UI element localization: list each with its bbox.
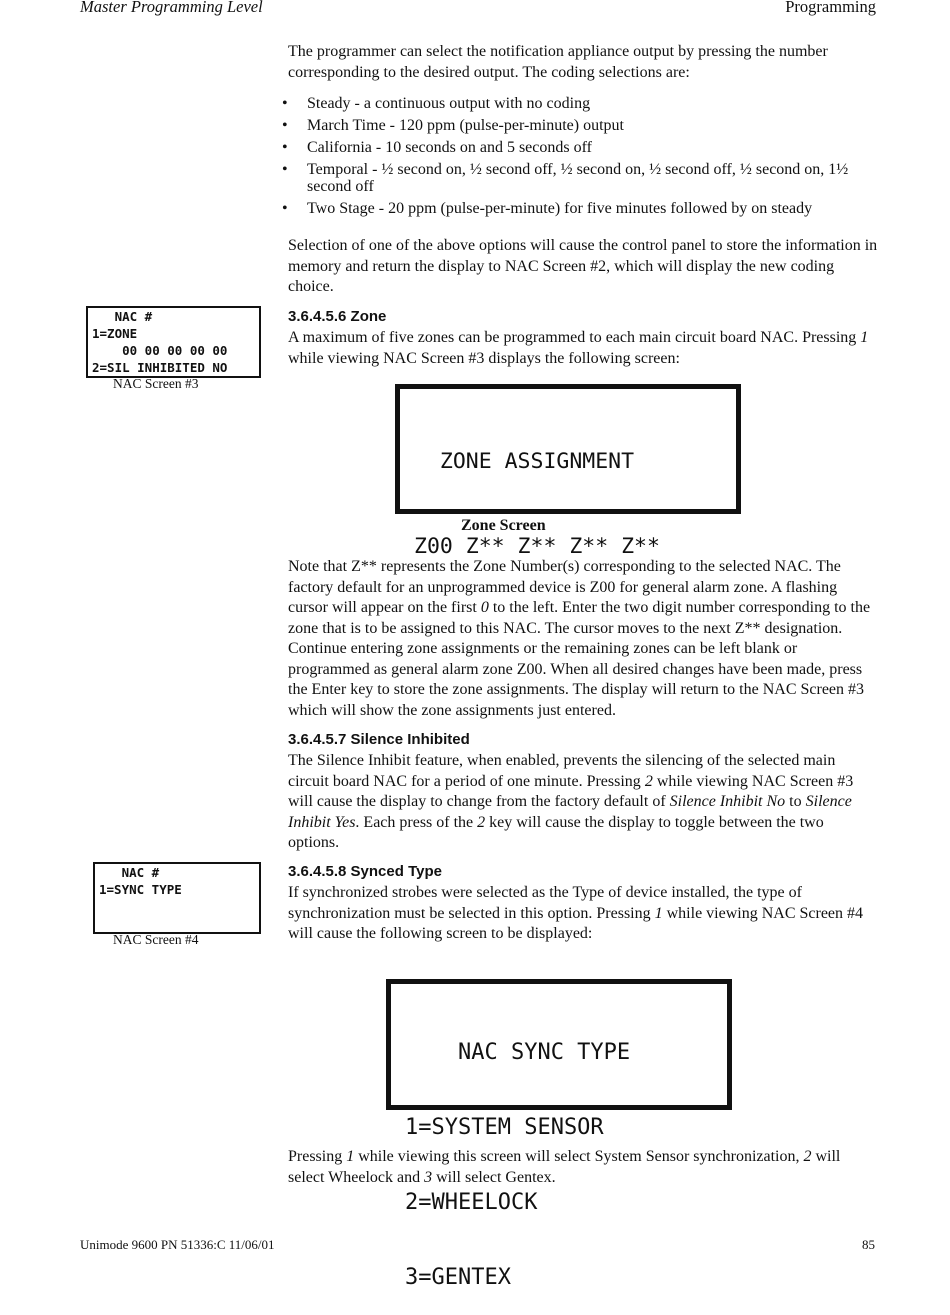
nac-screen-4-caption: NAC Screen #4 <box>113 932 199 947</box>
page-number: 85 <box>862 1237 875 1252</box>
silence-paragraph: The Silence Inhibit feature, when enabled, prevents the silencing of the selected main circuit board NAC for a period of one minute. Pressing 2 while viewing NAC Screen #3 will cause the display to change from the factory default of Silence Inhibit No to Silence Inhibit Yes. Each press of the 2 key will cause the display to toggle between the two options. <box>288 752 854 851</box>
selection-paragraph: Selection of one of the above options will cause the control panel to store the information in memory and return the display to NAC Screen #2, which will display the new coding choice. <box>288 237 878 295</box>
list-item: • Steady - a continuous output with no coding <box>282 95 591 112</box>
running-header-right: Programming <box>785 0 876 16</box>
footer-doc-info: Unimode 9600 PN 51336:C 11/06/01 <box>80 1237 275 1252</box>
zone-paragraph: A maximum of five zones can be programmed to each main circuit board NAC. Pressing 1 while viewing NAC Screen #3 displays the following screen: <box>288 329 869 367</box>
intro-paragraph <box>288 42 878 83</box>
nac-screen-3: NAC # 1=ZONE 00 00 00 00 00 2=SIL INHIBITED NO <box>86 306 261 378</box>
synced-heading: 3.6.4.5.8 Synced Type <box>288 863 442 880</box>
nac-screen-3-caption: NAC Screen #3 <box>113 376 199 391</box>
zone-note-paragraph: Note that Z** represents the Zone Number(s) corresponding to the selected NAC. The factory default for an unprogrammed device is Z00 for general alarm zone. A flashing cursor will appear on the first 0 to the left. Enter the two digit number corresponding to the zone that is to be assigned to this NAC. The cursor moves to the next Z** designation. Continue entering zone assignments or the remaining zones can be left blank or programmed as general alarm zone Z00. When all desired changes have been made, press the Enter key to store the zone assignments. The display will return to the NAC Screen #3 which will show the zone assignments just entered. <box>288 558 871 719</box>
list-item: • California - 10 seconds on and 5 seconds off <box>282 139 592 156</box>
nac-sync-type-screen: NAC SYNC TYPE 1=SYSTEM SENSOR 2=WHEELOCK 3=GENTEX <box>386 979 732 1110</box>
bullet-icon: • <box>282 139 288 156</box>
silence-heading: 3.6.4.5.7 Silence Inhibited <box>288 731 470 748</box>
list-item: • March Time - 120 ppm (pulse-per-minute) output <box>282 117 624 134</box>
list-item: • Two Stage - 20 ppm (pulse-per-minute) for five minutes followed by on steady <box>282 200 813 217</box>
zone-screen-caption: Zone Screen <box>461 517 546 534</box>
bullet-icon: • <box>282 117 288 134</box>
synced-paragraph: If synchronized strobes were selected as the Type of device installed, the type of synchronization must be selected in this option. Pressing 1 while viewing NAC Screen #4 will cause the following screen to be displayed: <box>288 884 864 942</box>
bullet-icon: • <box>282 200 288 217</box>
bullet-icon: • <box>282 161 288 178</box>
nac-screen-4: NAC # 1=SYNC TYPE <box>93 862 261 934</box>
running-header-left: Master Programming Level <box>80 0 263 16</box>
final-paragraph: Pressing 1 while viewing this screen will select System Sensor synchronization, 2 will select Wheelock and 3 will select Gentex. <box>288 1148 841 1186</box>
bullet-icon: • <box>282 95 288 112</box>
coding-options-list <box>282 95 882 217</box>
zone-assignment-screen: ZONE ASSIGNMENT Z00 Z** Z** Z** Z** <box>395 384 741 514</box>
list-item: • Temporal - ½ second on, ½ second off, ½ second on, ½ second off, ½ second on, 1½ second off <box>282 161 849 195</box>
intro-text: The programmer can select the notification appliance output by pressing the number corresponding to the desired output. The coding selections are: <box>288 43 828 81</box>
zone-heading: 3.6.4.5.6 Zone <box>288 308 387 325</box>
